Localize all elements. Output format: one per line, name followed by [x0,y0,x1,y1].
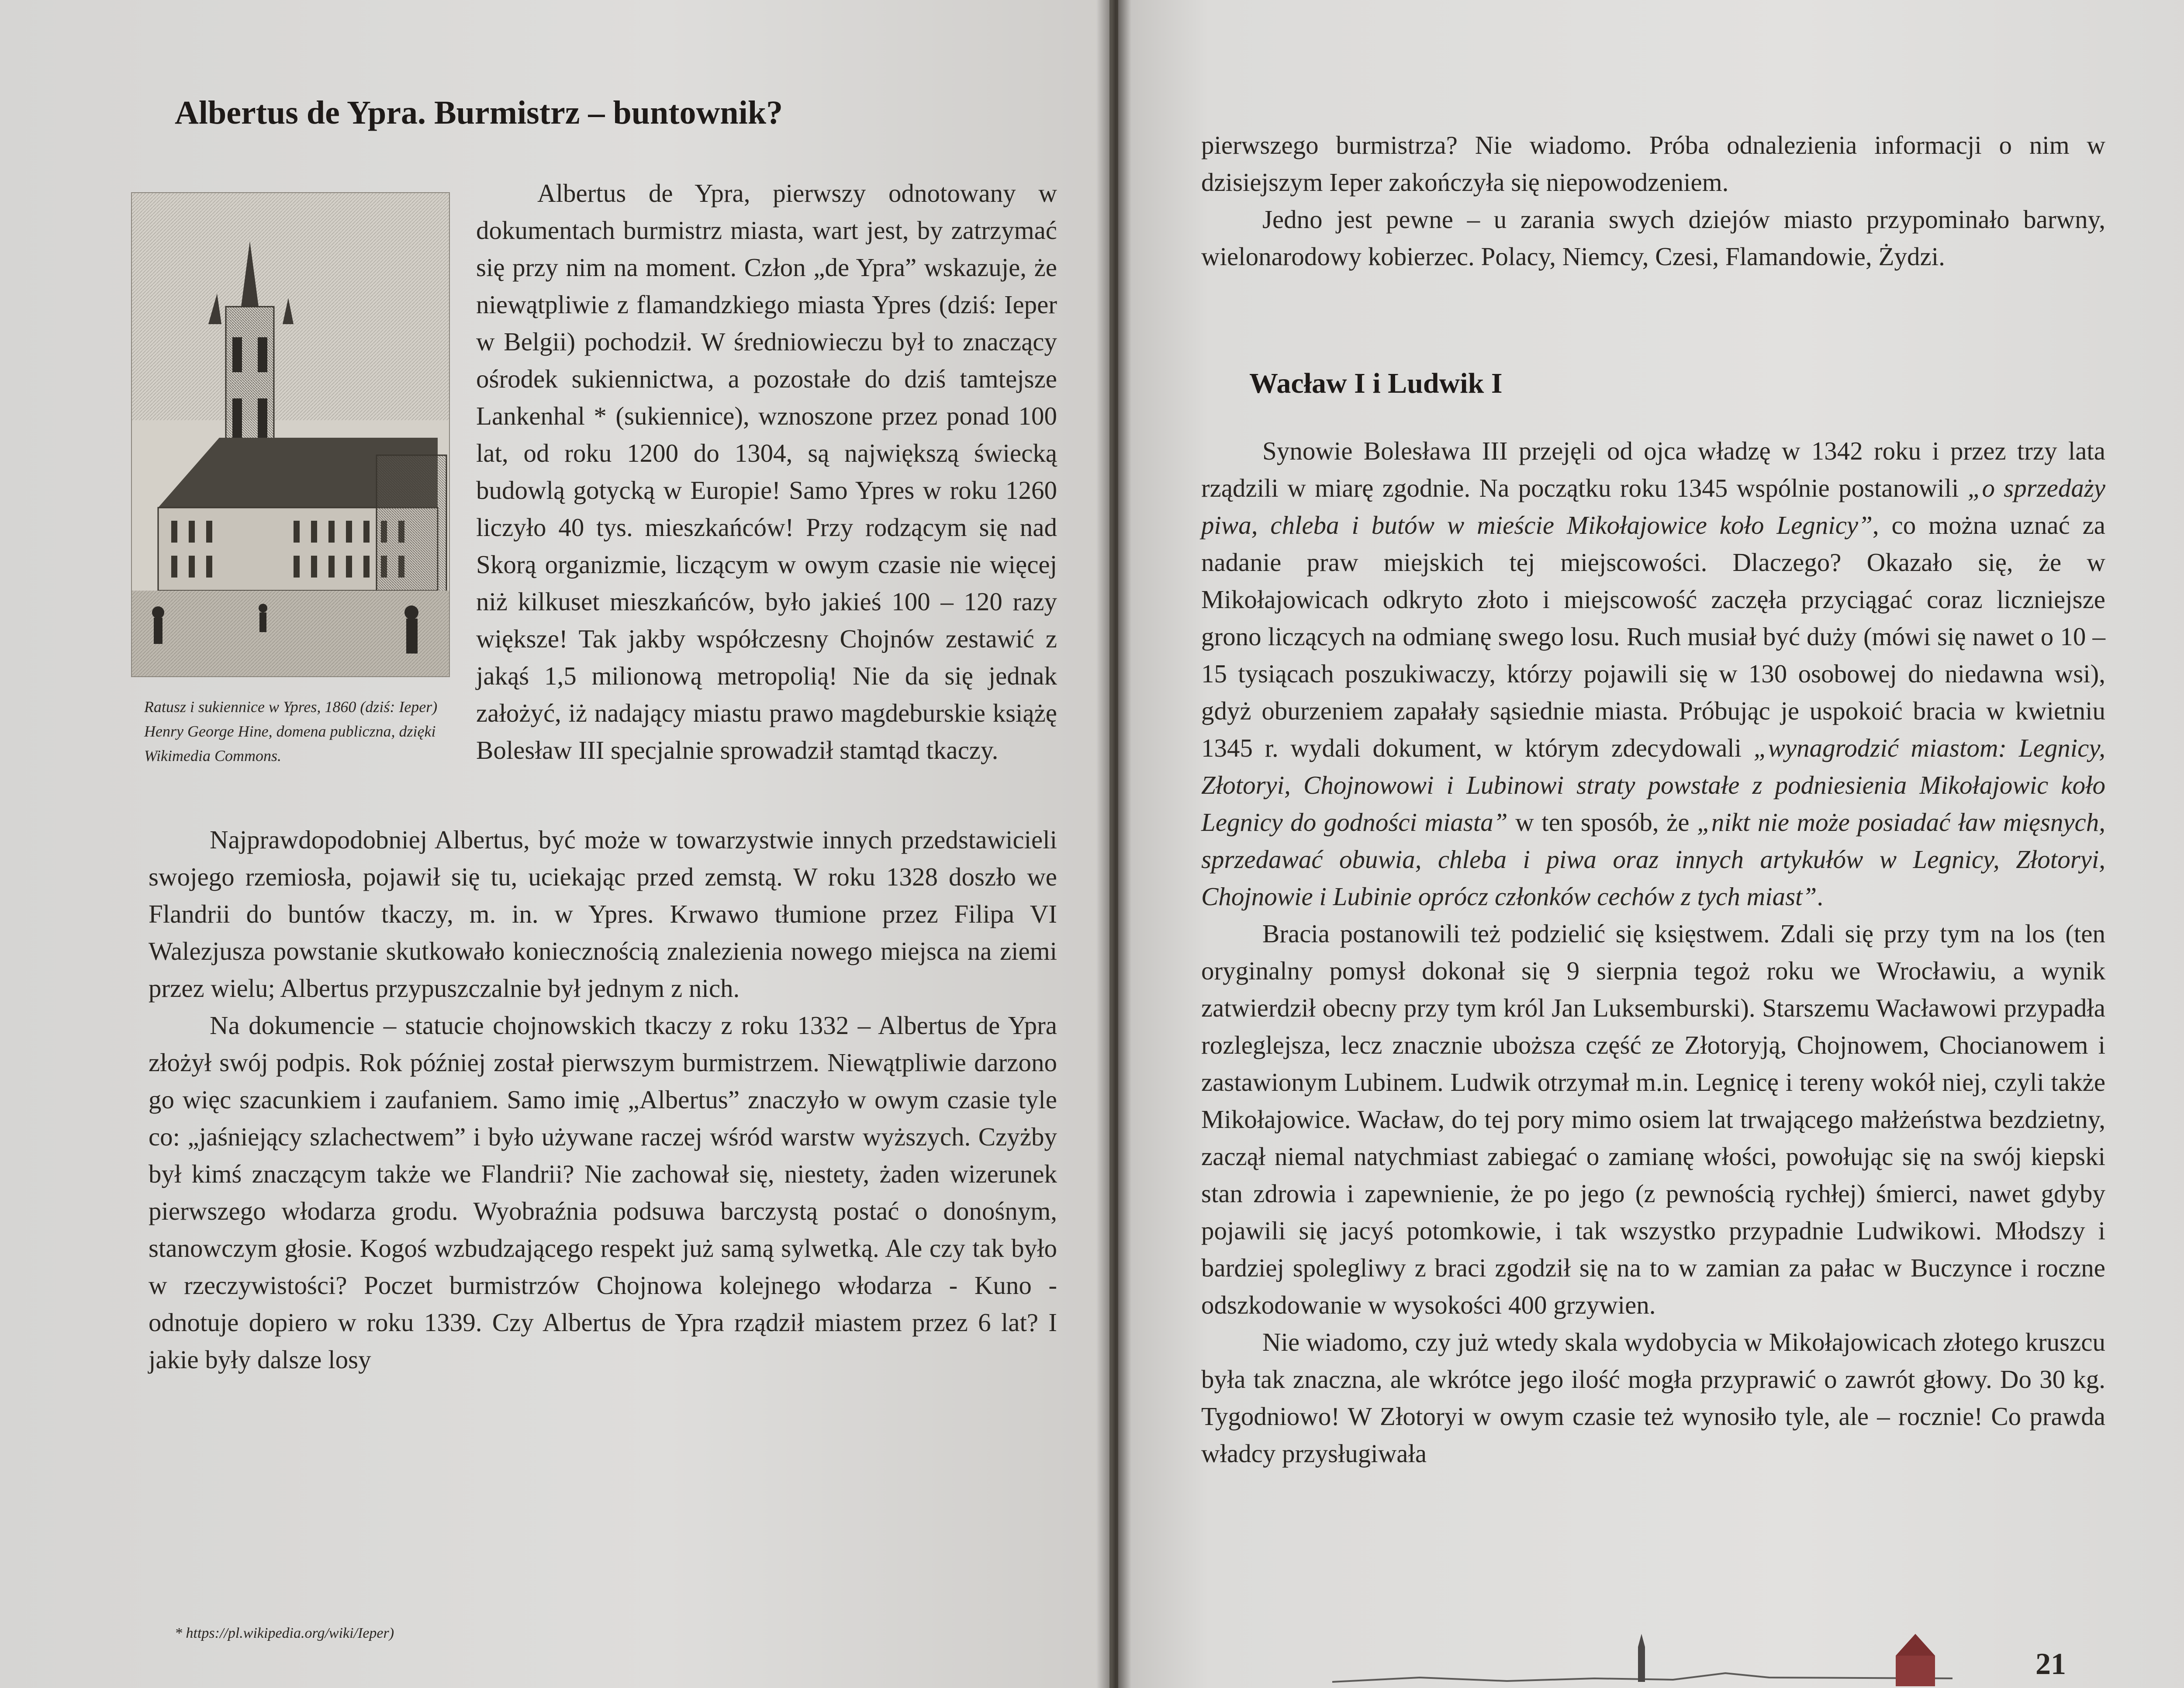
quote-1: „o sprzedaży piwa, chleba i butów w mieście Mikołajowice koło Legnicy” [1201,474,2105,540]
left-paragraph-1: Albertus de Ypra, pierwszy odnotowany w dokumentach burmistrz miasta, wart jest, by zatrzymać się przy nim na moment. Człon „de Ypra” wskazuje, że niewątpliwie z flamandzkiego miasta Ypres (dziś: Ieper w Belgii) pochodził. W średniowieczu był to znaczący ośrodek sukiennictwa, a pozostałe do dziś tamtejsze Lankenhal * (sukiennice), wznoszone przez ponad 100 lat, od roku 1200 do 1304, są największą świecką budowlą gotycką w Europie! Samo Ypres w roku 1260 liczyło 40 tys. mieszkańców! Przy rodzącym się nad Skorą organizmie, liczącym w owym czasie nie więcej niż kilkuset mieszkańców, było jakieś 100 – 120 razy większe! Tak jakby współczesny Chojnów zestawić z jakąś 1,5 milionową metropolią! Nie da się jednak założyć, iż nadający miastu prawo magdeburskie książę Bolesław III specjalnie sprowadził stamtąd tkaczy. [476,179,1057,764]
engraving-illustration [132,193,449,676]
right-intro-block [1201,127,2105,275]
page-number: 21 [2035,1647,2066,1681]
chapter-title: Albertus de Ypra. Burmistrz – buntownik? [175,94,783,131]
section-title: Wacław I i Ludwik I [1249,367,1503,399]
town-skyline-icon [1332,1629,1952,1688]
text-run: Synowie Bolesława III przejęli od ojca władzę w 1342 roku i przez trzy lata rządzili w miarę zgodnie. Na początku roku 1345 wspólnie postanowili [1201,436,2105,502]
left-paragraph-3: Na dokumencie – statucie chojnowskich tkaczy z roku 1332 – Albertus de Ypra złożył swój podpis. Rok później został pierwszym burmistrzem. Niewątpliwie darzono go więc szacunkiem i zaufaniem. Samo imię „Albertus” znaczyło w owym czasie tyle co: „jaśniejący szlachectwem” i było używane raczej wśród warstw wyższych. Czyżby był kimś znaczącym także we Flandrii? Nie zachował się, niestety, żaden wizerunek pierwszego włodarza grodu. Wyobraźnia podsuwa barczystą postać o donośnym, stanowczym głosie. Kogoś wzbudzającego respekt już samą sylwetką. Ale czy tak było w rzeczywistości? Poczet burmistrzów Chojnowa kolejnego włodarza - Kuno - odnotuje dopiero w roku 1339. Czy Albertus de Ypra rządził miastem przez 6 lat? I jakie były dalsze losy [149,1011,1057,1374]
engraving-town-hall-icon [131,192,450,677]
left-paragraphs-block [149,821,1057,1378]
right-section-block [1201,432,2105,1472]
right-section-paragraph-1 [1201,432,2105,915]
text-run: w ten sposób, że [1507,808,1697,837]
text-run: , co można uznać za nadanie praw miejskich tej miejscowości. Dlaczego? Okazało się, że w Mikołajowicach odkryto złoto i miejscowość zaczęła przyciągać coraz liczniejsze grono liczących na odmianę swego losu. Ruch musiał być duży (mówi się nawet o 10 – 15 tysiącach poszukiwaczy, którzy pojawili się w 130 osobowej do niedawna wsi), gdyż oburzeniem zapałały sąsiednie miasta. Próbując je uspokoić bracia w kwietniu 1345 r. wydali dokument, w którym zdecydowali [1201,511,2105,762]
text-run: . [1817,882,1824,911]
right-section-paragraph-3: Nie wiadomo, czy już wtedy skala wydobycia w Mikołajowicach złotego kruszcu była tak znaczna, ale wkrótce jego ilość mogła przyprawić o zawrót głowy. Do 30 kg. Tygodniowo! W Złotoryi w owym czasie też wynosiło tyle, ale – rocznie! Co prawda władcy przysługiwała [1201,1328,2105,1468]
left-paragraph-1-block [476,175,1057,769]
right-paragraph-2: Jedno jest pewne – u zarania swych dziejów miasto przypominało barwny, wielonarodowy kobierzec. Polacy, Niemcy, Czesi, Flamandowie, Żydzi. [1201,205,2105,271]
book-gutter [1096,0,1131,1688]
left-paragraph-2: Najprawdopodobniej Albertus, być może w towarzystwie innych przedstawicieli swojego rzemiosła, pojawił się tu, uciekając przed zemstą. W roku 1328 doszło we Flandrii do buntów tkaczy, m. in. w Ypres. Krwawo tłumione przez Filipa VI Walezjusza powstanie skutkowało koniecznością znalezienia nowego miejsca na ziemi przez wielu; Albertus przypuszczalnie był jednym z nich. [149,825,1057,1003]
figure-caption: Ratusz i sukiennice w Ypres, 1860 (dziś: Ieper) Henry George Hine, domena publiczna, dzięki Wikimedia Commons. [144,698,438,764]
right-section-paragraph-2: Bracia postanowili też podzielić się księstwem. Zdali się przy tym na los (ten oryginalny pomysł dokonał się 9 sierpnia tegoż roku we Wrocławiu, a wynik zatwierdził obecny przy tym król Jan Luksemburski). Starszemu Wacławowi przypadła rozleglejsza, lecz znacznie uboższa część ze Złotoryją, Chojnowem, Chocianowem i zastawionym Lubinem. Ludwik otrzymał m.in. Legnicę i tereny wokół niej, czyli także Mikołajowice. Wacław, do tej pory mimo osiem lat trwającego małżeństwa bezdzietny, zaczął niemal natychmiast zabiegać o zamianę włości, powołując się na swój kiepski stan zdrowia i zapewnienie, że po jego (z pewnością rychłej) śmierci, nawet gdyby pojawili się jacyś potomkowie, i tak wszystko przypadnie Ludwikowi. Młodszy i bardziej spolegliwy z braci zgodził się na to w zamian za pałac w Buczynce i roczne odszkodowanie w wysokości 400 grzywien. [1201,919,2105,1319]
footnote: * https://pl.wikipedia.org/wiki/Ieper) [175,1625,394,1641]
quote-3: „nikt nie może posiadać ław mięsnych, sprzedawać obuwia, chleba i piwa oraz innych artykułów w Legnicy, Złotoryi, Chojnowie i Lubinie oprócz członków cechów z tych miast” [1201,808,2105,911]
quote-2: „wynagrodzić miastom: Legnicy, Złotoryi, Chojnowowi i Lubinowi straty powstałe z podniesienia Mikołajowic koło Legnicy do godności miasta” [1201,733,2105,837]
right-paragraph-1: pierwszego burmistrza? Nie wiadomo. Próba odnalezienia informacji o nim w dzisiejszym Ieper zakończyła się niepowodzeniem. [1201,131,2105,197]
